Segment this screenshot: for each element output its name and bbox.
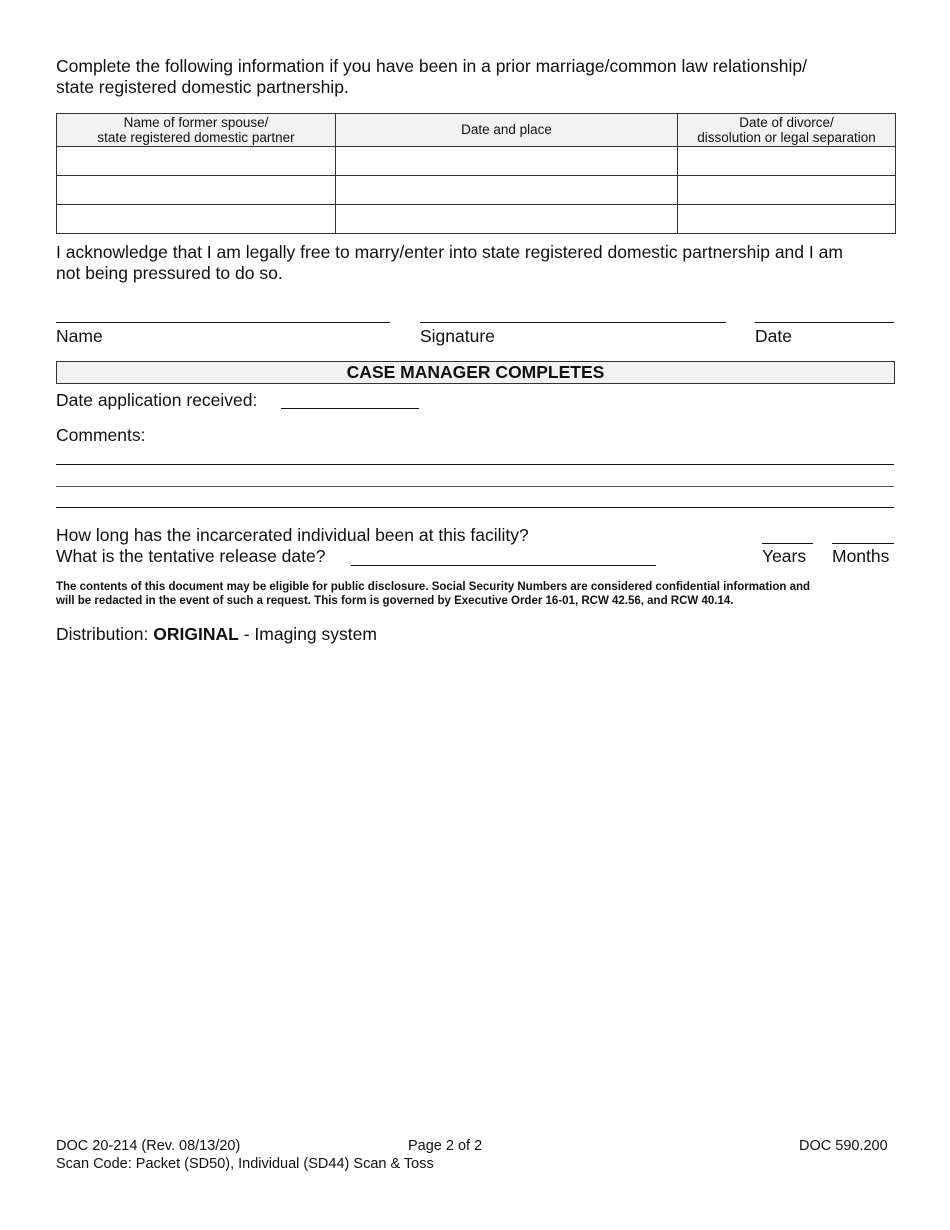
intro-line-1: Complete the following information if you have been in a prior marriage/common law relationship/	[56, 56, 807, 76]
table-cell-input[interactable]	[678, 176, 896, 205]
header-former-spouse	[57, 114, 336, 147]
distribution-original: ORIGINAL	[153, 624, 239, 644]
table-cell-input[interactable]	[678, 205, 896, 234]
former-spouse-table	[56, 113, 896, 234]
date-label: Date	[755, 326, 792, 346]
table-row	[57, 205, 896, 234]
ack-line-2: not being pressured to do so.	[56, 263, 283, 283]
table-row	[57, 176, 896, 205]
release-date-field[interactable]	[351, 548, 656, 566]
disclosure-line-2: will be redacted in the event of such a request. This form is governed by Executive Order 16-01, RCW 42.56, and RCW 40.14.	[56, 595, 734, 607]
table-row	[57, 147, 896, 176]
months-field[interactable]	[832, 526, 894, 544]
signature-line[interactable]	[420, 322, 726, 323]
months-label: Months	[832, 546, 890, 566]
comments-label: Comments:	[56, 425, 146, 445]
date-received-label: Date application received:	[56, 390, 258, 410]
table-cell-input[interactable]	[57, 147, 336, 176]
distribution	[56, 624, 377, 645]
date-received-field[interactable]	[281, 391, 419, 409]
case-manager-heading: CASE MANAGER COMPLETES	[56, 361, 895, 384]
header-divorce-date	[678, 114, 896, 147]
name-line[interactable]	[56, 322, 390, 323]
release-date-question: What is the tentative release date?	[56, 546, 326, 566]
scan-code: Scan Code: Packet (SD50), Individual (SD44) Scan & Toss	[56, 1156, 434, 1172]
years-field[interactable]	[762, 526, 813, 544]
distribution-label: Distribution:	[56, 624, 149, 644]
comments-line-2[interactable]	[56, 486, 894, 487]
header-date-place	[336, 114, 678, 147]
distribution-rest: - Imaging system	[238, 624, 377, 644]
comments-line-3[interactable]	[56, 507, 894, 508]
disclosure-notice	[56, 580, 896, 608]
form-number: DOC 20-214 (Rev. 08/13/20)	[56, 1138, 241, 1154]
intro-line-2: state registered domestic partnership.	[56, 77, 349, 97]
table-cell-input[interactable]	[336, 205, 678, 234]
table-cell-input[interactable]	[57, 205, 336, 234]
acknowledgement-text	[56, 242, 896, 284]
table-cell-input[interactable]	[336, 147, 678, 176]
intro-text	[56, 56, 896, 98]
table-cell-input[interactable]	[336, 176, 678, 205]
header-line: dissolution or legal separation	[697, 130, 876, 145]
comments-line-1[interactable]	[56, 464, 894, 465]
facility-question: How long has the incarcerated individual been at this facility?	[56, 525, 529, 545]
table-cell-input[interactable]	[678, 147, 896, 176]
table-cell-input[interactable]	[57, 176, 336, 205]
date-line[interactable]	[755, 322, 894, 323]
years-label: Years	[762, 546, 807, 566]
page-number: Page 2 of 2	[408, 1138, 483, 1154]
name-label: Name	[56, 326, 103, 346]
header-line: Date of divorce/	[739, 114, 834, 130]
disclosure-line-1: The contents of this document may be eligible for public disclosure. Social Security Numbers are considered confidential information and	[56, 581, 811, 593]
table-header-row	[57, 114, 896, 147]
ack-line-1: I acknowledge that I am legally free to marry/enter into state registered domestic partnership and I am	[56, 242, 843, 262]
signature-label: Signature	[420, 326, 495, 346]
header-line: state registered domestic partner	[97, 130, 295, 145]
header-line: Date and place	[461, 122, 552, 138]
policy-number: DOC 590.200	[799, 1138, 888, 1154]
header-line: Name of former spouse/	[123, 114, 269, 130]
